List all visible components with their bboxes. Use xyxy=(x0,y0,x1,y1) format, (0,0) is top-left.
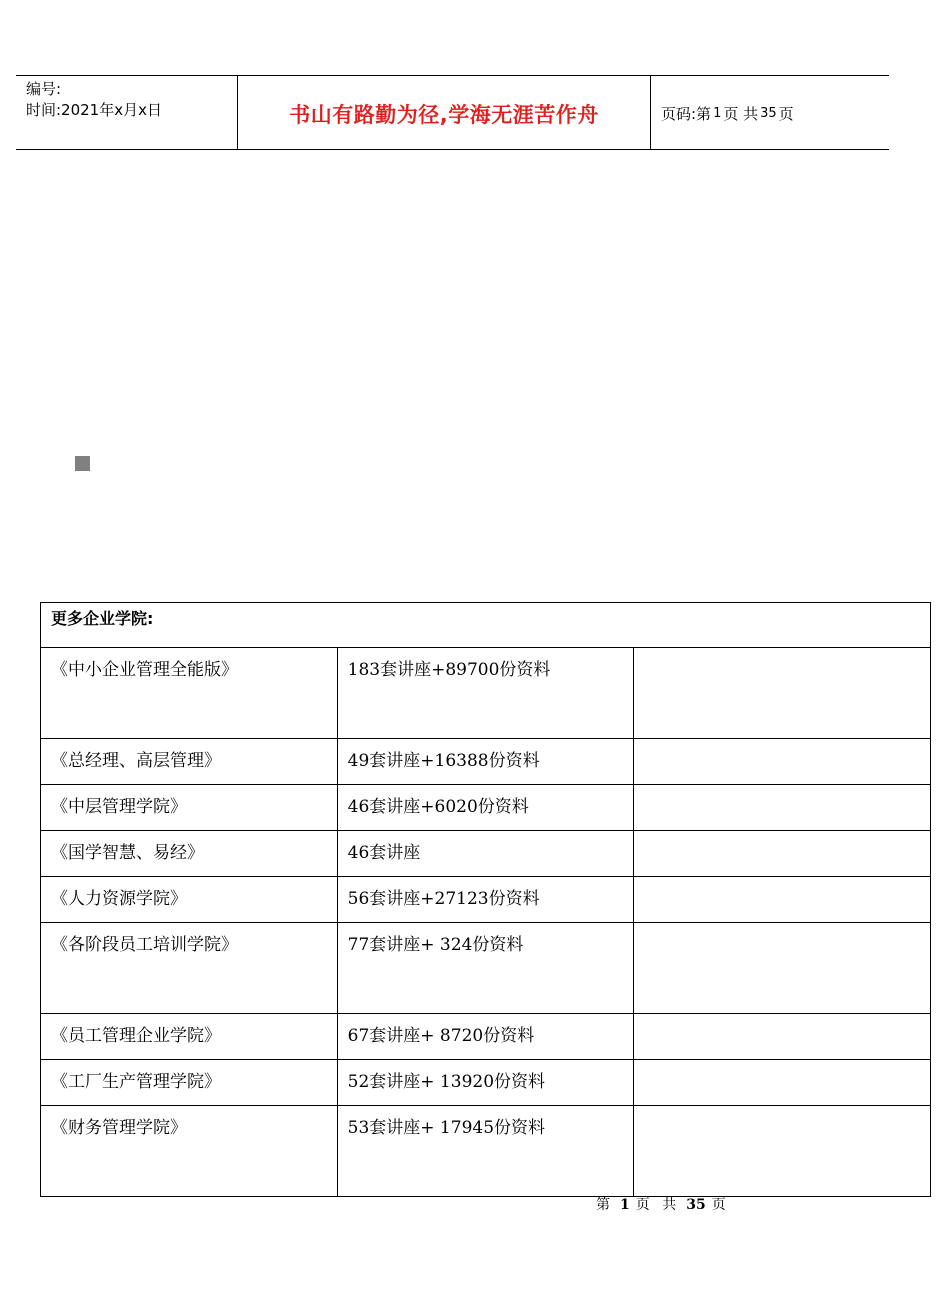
course-extra xyxy=(634,923,931,1014)
course-detail: 53套讲座+ 17945份资料 xyxy=(337,1106,634,1197)
footer-total: 35 xyxy=(686,1197,706,1213)
course-name: 《各阶段员工培训学院》 xyxy=(41,923,338,1014)
course-name: 《工厂生产管理学院》 xyxy=(41,1060,338,1106)
course-extra xyxy=(634,739,931,785)
table-heading: 更多企业学院: xyxy=(41,603,931,648)
table-row xyxy=(41,877,931,923)
course-detail: 56套讲座+27123份资料 xyxy=(337,877,634,923)
table-row xyxy=(41,739,931,785)
table-row xyxy=(41,1014,931,1060)
course-extra xyxy=(634,877,931,923)
course-extra xyxy=(634,648,931,739)
page-mid: 页 共 xyxy=(723,105,759,123)
course-table xyxy=(40,602,931,1197)
course-name: 《中层管理学院》 xyxy=(41,785,338,831)
course-name: 《员工管理企业学院》 xyxy=(41,1014,338,1060)
course-name: 《中小企业管理全能版》 xyxy=(41,648,338,739)
page-current: 1 xyxy=(713,106,722,121)
document-header xyxy=(16,75,889,150)
course-name: 《财务管理学院》 xyxy=(41,1106,338,1197)
course-detail: 46套讲座+6020份资料 xyxy=(337,785,634,831)
table-row xyxy=(41,648,931,739)
table-row xyxy=(41,1060,931,1106)
table-row xyxy=(41,785,931,831)
course-detail: 49套讲座+16388份资料 xyxy=(337,739,634,785)
page-prefix: 页码:第 xyxy=(661,105,712,123)
footer-current: 1 xyxy=(620,1197,630,1213)
course-name: 《国学智慧、易经》 xyxy=(41,831,338,877)
document-time-label: 时间:2021年x月x日 xyxy=(26,101,162,119)
course-name: 《总经理、高层管理》 xyxy=(41,739,338,785)
course-detail: 46套讲座 xyxy=(337,831,634,877)
course-detail: 52套讲座+ 13920份资料 xyxy=(337,1060,634,1106)
footer-suffix: 页 xyxy=(711,1197,730,1213)
course-detail: 77套讲座+ 324份资料 xyxy=(337,923,634,1014)
table-row xyxy=(41,831,931,877)
course-extra xyxy=(634,1106,931,1197)
document-number-label: 编号: xyxy=(26,80,62,98)
course-extra xyxy=(634,831,931,877)
course-extra xyxy=(634,1060,931,1106)
course-detail: 183套讲座+89700份资料 xyxy=(337,648,634,739)
header-meta xyxy=(16,76,238,149)
table-row xyxy=(41,1106,931,1197)
header-motto: 书山有路勤为径,学海无涯苦作舟 xyxy=(238,76,651,149)
square-bullet-icon xyxy=(75,456,90,471)
course-extra xyxy=(634,785,931,831)
page-total: 35 xyxy=(760,106,777,121)
table-row xyxy=(41,923,931,1014)
footer-mid: 页 共 xyxy=(635,1197,681,1213)
table-heading-row xyxy=(41,603,931,648)
footer-page-number xyxy=(596,1194,730,1214)
course-detail: 67套讲座+ 8720份资料 xyxy=(337,1014,634,1060)
page-suffix: 页 xyxy=(778,105,794,123)
course-name: 《人力资源学院》 xyxy=(41,877,338,923)
footer-prefix: 第 xyxy=(596,1197,614,1213)
course-extra xyxy=(634,1014,931,1060)
header-page-indicator xyxy=(651,76,889,149)
